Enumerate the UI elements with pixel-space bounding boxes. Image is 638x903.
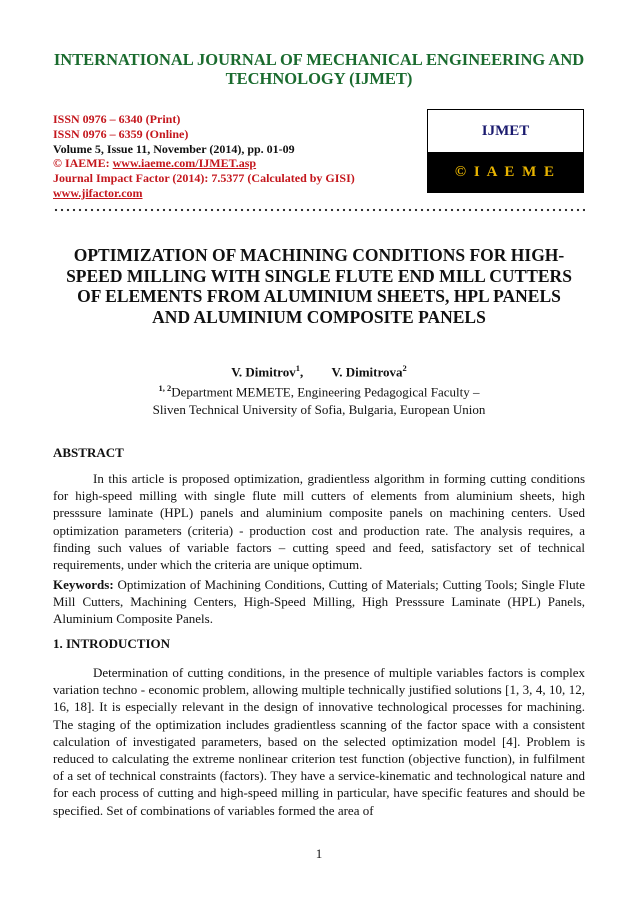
introduction-text: Determination of cutting conditions, in the presence of multiple variables factors is complex variation techno - economic problem, allowing multiple technically justified solutions [1, 3, 4, 10, 12, 16, 18]. It is especially relevant in the design of innovative technological processes for machining. The staging of the optimization includes gradientless scanning of the factor space with a consistent calculation of investigated parameters, based on the selected optimization model [4]. Problem is reduced to calculating the extreme nonlinear criterion test function (objective function), in fulfilment of a set of technical constraints (factors). They have a service-kinematic and technological nature and for each process of cutting and high-speed milling in particular, have specific features and should be specified. Set of combinations of variables formed the area of — [53, 665, 585, 818]
abstract-heading: ABSTRACT — [53, 445, 124, 460]
journal-title-line1: INTERNATIONAL JOURNAL OF MECHANICAL ENGINEERING AND — [53, 50, 585, 69]
author-2: V. Dimitrova — [331, 364, 403, 380]
impact-factor: Journal Impact Factor (2014): 7.5377 (Calculated by GISI) — [53, 171, 355, 186]
ijmet-logo — [427, 109, 584, 193]
jifactor-link[interactable]: www.jifactor.com — [53, 185, 143, 200]
abstract-text: In this article is proposed optimization, gradientless algorithm in forming cutting conditions for high-speed milling with single flute mill cutters of elements from aluminium sheets, high presssure laminate (HPL) panels and aluminium composite panels on machining centers. Used optimization parameters (criteria) - production cost and production rate. The analysis requires, a finding such values of variable factors – cutting speed and feed, satisfactory set of technical requirements, under which the criteria are unique optimum. — [53, 471, 585, 573]
paper-title — [53, 245, 585, 327]
dotted-divider — [53, 208, 585, 212]
iaeme-link[interactable]: www.iaeme.com/IJMET.asp — [112, 156, 257, 171]
author-1: V. Dimitrov — [231, 364, 296, 380]
keywords-text: Optimization of Machining Conditions, Cutting of Materials; Cutting Tools; Single Flute Mill Cutters, Machining Centers, High-Speed Milling, High Presssure Laminate (HPL) Panels, Aluminium Composite Panels. — [53, 577, 585, 627]
logo-top-text: IJMET — [428, 110, 583, 152]
logo-bottom-text: © I A E M E — [428, 152, 583, 193]
volume-info: Volume 5, Issue 11, November (2014), pp. 01-09 — [53, 141, 295, 156]
issn-print: ISSN 0976 – 6340 (Print) — [53, 112, 181, 126]
journal-title — [0, 50, 638, 88]
introduction-heading: 1. INTRODUCTION — [53, 636, 171, 651]
affiliation — [0, 380, 638, 418]
keywords-label: Keywords: — [53, 577, 114, 592]
iaeme-prefix: © IAEME: — [53, 156, 113, 171]
issn-online: ISSN 0976 – 6359 (Online) — [53, 126, 189, 141]
author-1-sup: 1 — [295, 363, 300, 373]
keywords — [53, 576, 585, 628]
journal-meta — [53, 112, 355, 201]
paper-title-line1: OPTIMIZATION OF MACHINING CONDITIONS FOR HIGH- — [73, 245, 565, 265]
iaeme-line — [53, 156, 355, 171]
journal-title-line2: TECHNOLOGY (IJMET) — [225, 69, 413, 88]
paper-title-line3: OF ELEMENTS FROM ALUMINIUM SHEETS, HPL PANELS — [77, 286, 561, 306]
affiliation-sup: 1, 2 — [158, 383, 172, 393]
affiliation-line1: Department MEMETE, Engineering Pedagogical Faculty – — [171, 384, 480, 400]
paper-title-line4: AND ALUMINIUM COMPOSITE PANELS — [152, 306, 486, 327]
page-number: 1 — [315, 846, 323, 861]
author-2-sup: 2 — [402, 363, 407, 373]
author-separator: , — [299, 364, 304, 380]
affiliation-line2: Sliven Technical University of Sofia, Bulgaria, European Union — [152, 401, 486, 417]
authors — [0, 363, 638, 380]
paper-title-line2: SPEED MILLING WITH SINGLE FLUTE END MILL CUTTERS — [66, 265, 572, 286]
